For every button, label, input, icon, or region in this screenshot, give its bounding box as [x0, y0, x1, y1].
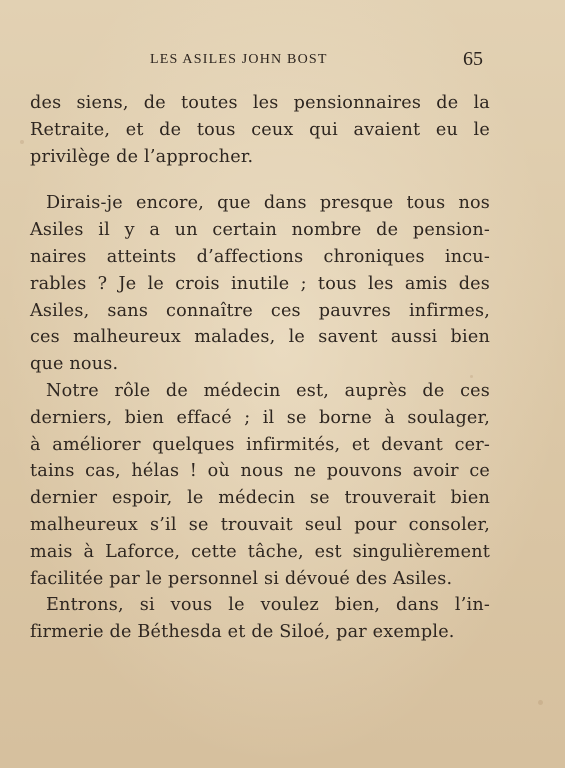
page-number: 65 [463, 48, 483, 70]
paragraph-2 [30, 190, 490, 378]
text-line [30, 298, 490, 325]
text-line [30, 90, 490, 117]
text-line [30, 405, 490, 432]
text-line [30, 244, 490, 271]
text-line [30, 378, 490, 405]
text-line [30, 324, 490, 351]
text-line [30, 351, 490, 378]
paragraph-4 [30, 592, 490, 646]
line-content: mais à Laforce, cette tâche, est singulièrement [30, 541, 490, 562]
line-content: que nous. [30, 354, 119, 375]
line-content: Retraite, et de tous ceux qui avaient eu le [30, 119, 490, 140]
line-content: Dirais-je encore, que dans presque tous nos [46, 193, 490, 214]
text-line [30, 539, 490, 566]
text-line [30, 512, 490, 539]
line-content: Asiles, sans connaître ces pauvres infirmes, [30, 300, 490, 321]
line-content: des siens, de toutes les pensionnaires de la [30, 93, 490, 113]
line-content: Notre rôle de médecin est, auprès de ces [46, 380, 490, 401]
paragraph-1 [30, 90, 490, 170]
text-line [30, 485, 490, 512]
text-line [30, 217, 490, 244]
text-line [30, 271, 490, 298]
line-content: ces malheureux malades, le savent aussi bien [30, 327, 490, 348]
text-line [30, 144, 490, 171]
text-line [30, 458, 490, 485]
line-content: tains cas, hélas ! où nous ne pouvons avoir ce [30, 461, 490, 482]
body-text [30, 90, 490, 646]
running-head: LES ASILES JOHN BOST [150, 52, 328, 67]
text-line [30, 190, 490, 217]
line-content: Entrons, si vous le voulez bien, dans l’in- [46, 595, 490, 616]
line-content: malheureux s’il se trouvait seul pour consoler, [30, 514, 490, 535]
paragraph-3 [30, 378, 490, 592]
text-line [30, 117, 490, 144]
line-content: naires atteints d’affections chroniques incu- [30, 246, 490, 267]
line-content: firmerie de Béthesda et de Siloé, par exemple. [30, 622, 455, 643]
text-line [30, 432, 490, 459]
line-content: facilitée par le personnel si dévoué des Asiles. [30, 568, 453, 589]
line-content: dernier espoir, le médecin se trouverait bien [30, 488, 490, 509]
text-line [30, 619, 490, 646]
line-content: privilège de l’approcher. [30, 146, 254, 167]
text-line [30, 566, 490, 593]
text-line [30, 592, 490, 619]
page-header [0, 44, 565, 74]
line-content: à améliorer quelques infirmités, et devant cer- [30, 434, 490, 455]
line-content: derniers, bien effacé ; il se borne à soulager, [30, 407, 490, 428]
line-content: Asiles il y a un certain nombre de pension- [30, 220, 490, 241]
line-content: rables ? Je le crois inutile ; tous les amis des [30, 273, 490, 294]
paper-stain [20, 140, 24, 144]
paper-stain [538, 700, 543, 705]
